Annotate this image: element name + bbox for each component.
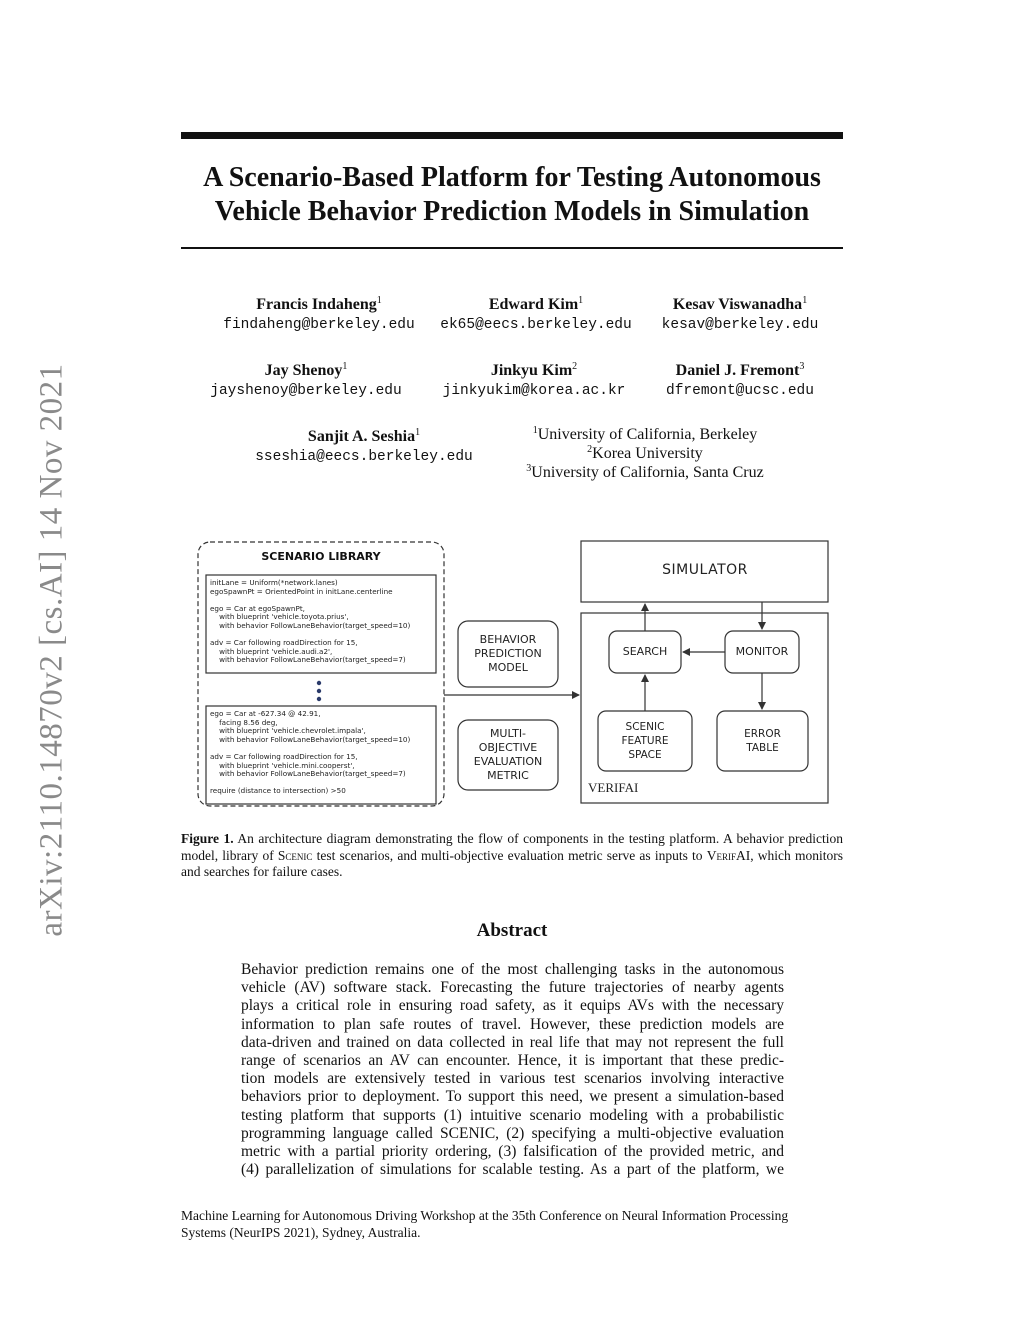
author-email[interactable]: sseshia@eecs.berkeley.edu <box>255 449 473 465</box>
author-affil-sup: 1 <box>342 361 348 372</box>
title-top-rule <box>181 132 843 139</box>
abstract-line: vehicle (AV) software stack. Forecasting the future trajectories of nearby agents <box>241 979 784 997</box>
abstract-heading: Abstract <box>476 920 548 941</box>
author-email[interactable]: dfremont@ucsc.edu <box>666 383 814 399</box>
abstract-line: range of scenarios an AV can encounter. Hence, it is important that these predic- <box>241 1052 784 1070</box>
architecture-diagram <box>196 538 832 808</box>
author-affil-sup: 1 <box>376 295 382 306</box>
author-name: Kesav Viswanadha <box>672 296 803 313</box>
author-block <box>186 361 426 401</box>
venue-footnote <box>181 1208 851 1241</box>
author-name: Sanjit A. Seshia <box>307 428 416 445</box>
author-email[interactable]: kesav@berkeley.edu <box>661 317 819 333</box>
footnote-line-1: Machine Learning for Autonomous Driving Workshop at the 35th Conference on Neural Information Processing <box>181 1208 789 1223</box>
author-name: Jay Shenoy <box>264 362 343 379</box>
search-label: SEARCH <box>622 645 668 658</box>
abstract-line: plays a critical role in ensuring road safety, as it equips AVs with the necessary <box>241 997 784 1015</box>
paper-title <box>181 161 843 229</box>
abstract-line: tion models are extensively tested in various test scenarios involving interactive <box>241 1070 784 1088</box>
author-block <box>620 361 860 401</box>
scenario-code-bottom: ego = Car at -627.34 @ 42.91, facing 8.56 deg, with blueprint 'vehicle.chevrolet.impala', with behavior FollowLaneBehavior(target_speed=10) adv = Car following roadDirection for 15, with blueprint 'vehicle.mini.cooperst', with behavior FollowLaneBehavior(target_speed=7) require (distance to intersection) >50 <box>210 709 411 796</box>
scenario-library-title: SCENARIO LIBRARY <box>261 550 381 563</box>
author-email[interactable]: jinkyukim@korea.ac.kr <box>442 383 626 399</box>
ellipsis-dot <box>317 689 321 693</box>
figure-caption: Figure 1. An architecture diagram demonstrating the flow of components in the testing platform. A behavior prediction model, library of Scenic test scenarios, and multi-objective evaluation metric serve as inputs to VerifAI, which monitors and searches for failure cases. <box>181 831 843 880</box>
author-affil-sup: 1 <box>415 427 421 438</box>
abstract-line: information to plan safe routes of travel. However, these prediction models are <box>241 1015 784 1033</box>
behavior-model-label: BEHAVIOR PREDICTION MODEL <box>474 633 542 674</box>
abstract-line: data-driven and trained on data collected in real life that may not represent the full <box>241 1033 784 1051</box>
abstract-line: programming language called SCENIC, (2) specifying a multi-objective evaluation <box>241 1124 784 1142</box>
affiliations <box>510 425 780 482</box>
abstract-line: metric with a partial priority ordering, (3) falsification of the provided metric, and <box>241 1143 784 1161</box>
author-affil-sup: 1 <box>578 295 584 306</box>
author-name: Edward Kim <box>488 296 579 313</box>
author-affil-sup: 1 <box>802 295 808 306</box>
affiliation-3: $^3$University of California, Santa Cruz <box>526 463 764 481</box>
simulator-label: SIMULATOR <box>662 562 748 578</box>
author-name: Daniel J. Fremont <box>675 362 800 379</box>
scenic-name: Scenic <box>277 847 313 863</box>
title-line-1: A Scenario-Based Platform for Testing Autonomous <box>203 162 821 193</box>
author-name: Francis Indaheng <box>256 296 377 313</box>
caption-label: Figure 1. <box>181 831 234 846</box>
metric-label: MULTI- OBJECTIVE EVALUATION METRIC <box>473 727 543 782</box>
author-block <box>620 295 860 335</box>
abstract-line: testing platform that supports (1) intuitive scenario modeling with a probabilistic <box>241 1106 784 1124</box>
author-block <box>414 361 654 401</box>
scenic-space-label: SCENIC FEATURE SPACE <box>621 721 669 761</box>
author-email[interactable]: ek65@eecs.berkeley.edu <box>440 317 632 333</box>
abstract-line: Behavior prediction remains one of the most challenging tasks in the autonomous <box>241 961 784 978</box>
author-affil-sup: 3 <box>799 361 805 372</box>
monitor-label: MONITOR <box>735 645 789 658</box>
title-bottom-rule <box>181 247 843 249</box>
author-name: Jinkyu Kim <box>490 362 573 379</box>
affiliation-2: $^2$Korea University <box>587 444 703 462</box>
footnote-line-2: Systems (NeurIPS 2021), Sydney, Australia. <box>181 1224 421 1240</box>
error-table-label: ERROR TABLE <box>744 728 781 754</box>
author-email[interactable]: jayshenoy@berkeley.edu <box>210 383 402 399</box>
scenario-code-top: initLane = Uniform(*network.lanes) egoSpawnPt = OrientedPoint in initLane.centerline ego = Car at egoSpawnPt, with blueprint 'vehicle.toyota.prius', with behavior FollowLaneBehavior(target_speed=10) adv = Car following roadDirection for 15, with blueprint 'vehicle.audi.a2', with behavior FollowLaneBehavior(target_speed=7) <box>210 578 411 665</box>
arxiv-identifier: arXiv:2110.14870v2 [cs.AI] 14 Nov 2021 <box>33 363 70 937</box>
abstract-line: behaviors prior to deployment. To support this need, we present a simulation-based <box>241 1088 784 1106</box>
verifai-label: VERIFAI <box>588 780 639 795</box>
author-block <box>199 295 439 335</box>
ellipsis-dot <box>317 697 321 701</box>
verifai-name: Verif <box>706 847 736 863</box>
author-block <box>244 427 484 467</box>
affiliation-1: $^1$University of California, Berkeley <box>532 425 758 443</box>
abstract-body <box>241 961 784 1179</box>
author-email[interactable]: findaheng@berkeley.edu <box>223 317 415 333</box>
title-line-2: Vehicle Behavior Prediction Models in Simulation <box>214 196 810 227</box>
abstract-line: (4) parallelization of simulations for scalable testing. As a part of the platform, we <box>241 1161 784 1179</box>
ellipsis-dot <box>317 681 321 685</box>
author-affil-sup: 2 <box>572 361 578 372</box>
